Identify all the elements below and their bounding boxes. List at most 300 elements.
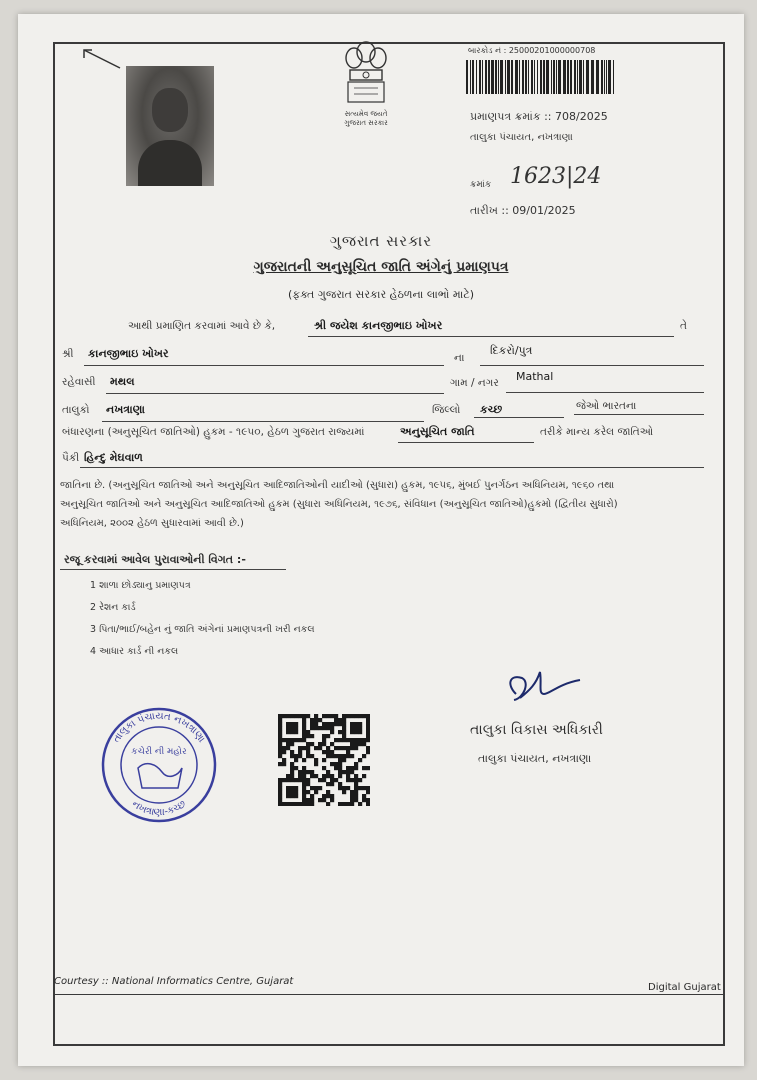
qr-module [326, 746, 330, 750]
qr-module [354, 790, 358, 794]
qr-module [354, 714, 358, 718]
qr-module [294, 778, 298, 782]
qr-module [282, 762, 286, 766]
underline [80, 467, 704, 468]
qr-module [354, 762, 358, 766]
certificate-subtitle: (ફક્ત ગુજરાત સરકાર હેઠળના લાભો માટે) [287, 288, 475, 301]
qr-module [302, 778, 306, 782]
barcode-bar [604, 60, 605, 94]
qr-module [342, 746, 346, 750]
barcode-bar [558, 60, 561, 94]
qr-module [290, 786, 294, 790]
qr-module [366, 746, 370, 750]
qr-module [350, 778, 354, 782]
qr-module [334, 766, 338, 770]
qr-module [290, 714, 294, 718]
qr-module [342, 786, 346, 790]
qr-module [338, 774, 342, 778]
seal-center-text: કચેરી ની મહોર [131, 747, 187, 757]
qr-module [326, 750, 330, 754]
qr-module [354, 746, 358, 750]
barcode-bar [567, 60, 569, 94]
qr-module [366, 722, 370, 726]
barcode-bar [537, 60, 538, 94]
qr-module [366, 766, 370, 770]
qr-module [366, 786, 370, 790]
qr-module [330, 750, 334, 754]
qr-module [322, 722, 326, 726]
arrow-mark-icon [78, 46, 128, 76]
qr-module [362, 714, 366, 718]
qr-module [290, 754, 294, 758]
register-label: ક્રમાંક [470, 180, 492, 190]
qr-module [302, 794, 306, 798]
qr-module [286, 774, 290, 778]
qr-module [354, 786, 358, 790]
qr-module [298, 778, 302, 782]
signature-mark [496, 654, 586, 714]
qr-module [302, 718, 306, 722]
signatory-title: તાલુકા વિકાસ અધિકારી [470, 722, 603, 738]
qr-module [306, 778, 310, 782]
qr-module [354, 722, 358, 726]
qr-module [322, 798, 326, 802]
qr-module [334, 762, 338, 766]
barcode-bar [491, 60, 494, 94]
evidence-item: 3 પિતા/ભાઈ/બહેન નું જાતિ અંગેનાં પ્રમાણપત્રની ખરી નકલ [90, 624, 315, 635]
qr-module [322, 726, 326, 730]
barcode-bar [511, 60, 513, 94]
qr-module [278, 742, 282, 746]
qr-module [354, 726, 358, 730]
qr-module [282, 750, 286, 754]
qr-module [282, 738, 286, 742]
barcode-bar [507, 60, 510, 94]
qr-module [342, 734, 346, 738]
qr-module [326, 782, 330, 786]
qr-module [298, 774, 302, 778]
qr-module [278, 778, 282, 782]
qr-module [310, 802, 314, 806]
qr-module [330, 730, 334, 734]
barcode-bar [534, 60, 535, 94]
govt-title: ગુજરાત સરકાર [329, 232, 433, 250]
qr-module [350, 726, 354, 730]
qr-module [338, 782, 342, 786]
issue-date: તારીખ :: 09/01/2025 [470, 204, 576, 217]
qr-module [294, 754, 298, 758]
qr-module [302, 802, 306, 806]
qr-module [290, 742, 294, 746]
qr-module [294, 714, 298, 718]
barcode-bar [476, 60, 477, 94]
underline [506, 392, 704, 393]
photo-face [152, 88, 188, 132]
qr-module [334, 722, 338, 726]
barcode-bar [579, 60, 582, 94]
qr-module [346, 774, 350, 778]
qr-module [350, 802, 354, 806]
qr-module [298, 738, 302, 742]
qr-module [334, 746, 338, 750]
qr-module [322, 758, 326, 762]
qr-module [330, 782, 334, 786]
underline [308, 336, 674, 337]
qr-module [366, 730, 370, 734]
qr-module [294, 758, 298, 762]
qr-module [306, 782, 310, 786]
qr-module [290, 770, 294, 774]
qr-module [302, 786, 306, 790]
qr-module [354, 798, 358, 802]
barcode-bar [528, 60, 529, 94]
qr-module [338, 718, 342, 722]
qr-module [358, 730, 362, 734]
qr-module [282, 802, 286, 806]
qr-module [278, 802, 282, 806]
qr-module [338, 802, 342, 806]
qr-module [286, 742, 290, 746]
qr-module [306, 734, 310, 738]
qr-module [278, 782, 282, 786]
qr-module [366, 726, 370, 730]
qr-module [346, 738, 350, 742]
qr-module [342, 714, 346, 718]
state-emblem-icon [336, 38, 396, 108]
qr-module [298, 714, 302, 718]
qr-module [338, 786, 342, 790]
qr-module [326, 802, 330, 806]
qr-module [302, 798, 306, 802]
qr-module [294, 794, 298, 798]
qr-module [310, 774, 314, 778]
qr-module [290, 722, 294, 726]
qr-module [306, 770, 310, 774]
certificate-number: પ્રમાણપત્ર ક્રમાંક :: 708/2025 [470, 110, 608, 123]
qr-module [310, 742, 314, 746]
barcode-bar [553, 60, 555, 94]
qr-module [306, 798, 310, 802]
qr-module [290, 774, 294, 778]
qr-module [366, 714, 370, 718]
qr-module [334, 714, 338, 718]
qr-module [358, 722, 362, 726]
barcode-bar [470, 60, 471, 94]
qr-module [342, 790, 346, 794]
qr-module [326, 722, 330, 726]
qr-module [366, 802, 370, 806]
underline [84, 365, 444, 366]
qr-module [302, 770, 306, 774]
qr-module [282, 746, 286, 750]
qr-code [278, 714, 370, 806]
qr-module [278, 794, 282, 798]
barcode-bar [608, 60, 611, 94]
underline [106, 393, 444, 394]
qr-module [306, 730, 310, 734]
intro-text: આથી પ્રમાણિત કરવામાં આવે છે કે, [128, 320, 276, 332]
qr-module [290, 778, 294, 782]
district-value: કચ્છ [480, 403, 503, 416]
qr-module [286, 786, 290, 790]
qr-module [286, 790, 290, 794]
qr-module [354, 782, 358, 786]
underline [398, 442, 534, 443]
qr-module [326, 726, 330, 730]
qr-module [350, 754, 354, 758]
qr-module [314, 762, 318, 766]
qr-module [278, 754, 282, 758]
qr-module [290, 750, 294, 754]
qr-module [318, 746, 322, 750]
qr-module [322, 742, 326, 746]
footer-divider [53, 994, 723, 995]
barcode-bar [574, 60, 576, 94]
qr-module [278, 730, 282, 734]
barcode-bar [613, 60, 614, 94]
qr-module [322, 714, 326, 718]
svg-text:તાલુકા પંચાયત નખત્રાણા [111, 711, 207, 745]
barcode-bar [531, 60, 533, 94]
qr-module [310, 794, 314, 798]
qr-module [286, 794, 290, 798]
qr-module [290, 726, 294, 730]
qr-module [350, 730, 354, 734]
qr-module [358, 738, 362, 742]
qr-module [302, 726, 306, 730]
qr-module [290, 762, 294, 766]
evidence-item: 2 રેશન કાર્ડ [90, 602, 136, 613]
qr-module [338, 730, 342, 734]
barcode-number: બારકોડ નં : 25000201000000708 [468, 46, 596, 55]
qr-module [282, 778, 286, 782]
qr-module [350, 766, 354, 770]
qr-module [286, 738, 290, 742]
qr-module [306, 790, 310, 794]
qr-module [362, 738, 366, 742]
qr-module [318, 778, 322, 782]
qr-module [290, 766, 294, 770]
qr-module [354, 730, 358, 734]
qr-module [334, 778, 338, 782]
qr-module [362, 798, 366, 802]
evidence-item: 4 આધાર કાર્ડ ની નકલ [90, 646, 179, 657]
qr-module [322, 734, 326, 738]
qr-module [338, 754, 342, 758]
qr-module [298, 770, 302, 774]
qr-module [350, 798, 354, 802]
barcode-bar [479, 60, 481, 94]
qr-module [286, 746, 290, 750]
qr-module [338, 746, 342, 750]
barcode-bar [472, 60, 474, 94]
barcode-bar [543, 60, 545, 94]
qr-module [294, 802, 298, 806]
qr-module [342, 758, 346, 762]
qr-module [278, 750, 282, 754]
barcode-bar [546, 60, 549, 94]
qr-module [330, 794, 334, 798]
paragraph-line: જાતિના છે. (અનુસૂચિત જાતિઓ અને અનુસૂચિત આદિજાતિઓની યાદીઓ (સુધારા) હુકમ, ૧૯૫૬, મુંબઈ પુનર્ગઠન અધિનિયમ, ૧૯૬૦ તથા [60, 480, 615, 491]
qr-module [290, 802, 294, 806]
qr-module [330, 726, 334, 730]
qr-module [302, 722, 306, 726]
qr-module [322, 750, 326, 754]
qr-module [358, 786, 362, 790]
qr-module [366, 798, 370, 802]
qr-module [342, 802, 346, 806]
barcode-bar [485, 60, 487, 94]
qr-module [314, 786, 318, 790]
qr-module [366, 750, 370, 754]
qr-module [338, 770, 342, 774]
qr-module [366, 790, 370, 794]
qr-module [306, 802, 310, 806]
qr-module [346, 766, 350, 770]
qr-module [346, 778, 350, 782]
qr-module [342, 754, 346, 758]
qr-module [310, 718, 314, 722]
qr-module [306, 750, 310, 754]
qr-module [330, 742, 334, 746]
qr-module [290, 794, 294, 798]
qr-module [314, 714, 318, 718]
qr-module [330, 778, 334, 782]
qr-module [358, 714, 362, 718]
underline [60, 569, 286, 570]
caste-category: અનુસૂચિત જાતિ [400, 425, 475, 438]
qr-module [286, 778, 290, 782]
seal-bottom-text: નખત્રાણા-કચ્છ [129, 798, 189, 819]
qr-module [294, 738, 298, 742]
qr-module [306, 714, 310, 718]
qr-module [338, 766, 342, 770]
qr-module [334, 738, 338, 742]
seal-top-text: તાલુકા પંચાયત નખત્રાણા [111, 710, 207, 745]
india-text: જેઓ ભારતના [576, 400, 637, 412]
qr-module [338, 758, 342, 762]
qr-module [342, 770, 346, 774]
qr-module [350, 738, 354, 742]
qr-module [350, 770, 354, 774]
register-number: 1623|24 [510, 164, 602, 189]
barcode-bar [519, 60, 520, 94]
qr-module [362, 786, 366, 790]
barcode-bar [500, 60, 503, 94]
underline [474, 417, 564, 418]
qr-module [334, 718, 338, 722]
qr-module [322, 794, 326, 798]
qr-module [342, 730, 346, 734]
qr-module [342, 738, 346, 742]
qr-module [278, 726, 282, 730]
barcode-bar [525, 60, 527, 94]
qr-module [298, 746, 302, 750]
applicant-name: શ્રી જયેશ કાનજીભાઇ ખોખર [314, 319, 443, 332]
qr-module [314, 758, 318, 762]
qr-module [346, 754, 350, 758]
qr-module [286, 722, 290, 726]
qr-module [330, 798, 334, 802]
qr-module [278, 718, 282, 722]
certificate-border [53, 42, 725, 1046]
barcode-bar [522, 60, 524, 94]
qr-module [310, 722, 314, 726]
qr-module [306, 742, 310, 746]
signatory-office: તાલુકા પંચાયત, નખત્રાણા [478, 752, 592, 765]
qr-module [310, 734, 314, 738]
qr-module [326, 754, 330, 758]
qr-module [342, 722, 346, 726]
qr-module [310, 754, 314, 758]
na-text: ના [454, 352, 465, 364]
courtesy-text: Courtesy :: National Informatics Centre, Gujarat [54, 976, 294, 987]
qr-module [346, 802, 350, 806]
qr-module [350, 794, 354, 798]
qr-module [314, 726, 318, 730]
emblem-govt: ગુજરાત સરકાર [344, 119, 388, 127]
qr-module [302, 746, 306, 750]
qr-module [362, 766, 366, 770]
qr-module [290, 738, 294, 742]
paragraph-line: અધિનિયમ, ૨૦૦૨ હેઠળ સુધારવામાં આવી છે.) [60, 518, 244, 529]
barcode-bar [591, 60, 594, 94]
barcode-bar [556, 60, 557, 94]
qr-module [338, 738, 342, 742]
barcode-bar [586, 60, 589, 94]
barcode [466, 60, 616, 94]
underline [574, 414, 704, 415]
qr-module [330, 774, 334, 778]
qr-module [286, 714, 290, 718]
qr-module [318, 718, 322, 722]
qr-module [310, 770, 314, 774]
qr-module [322, 766, 326, 770]
village-value: Mathal [516, 370, 554, 383]
qr-module [350, 722, 354, 726]
svg-text:નખત્રાણા-કચ્છ [130, 799, 189, 818]
qr-module [358, 758, 362, 762]
emblem-caption [314, 110, 418, 128]
qr-module [366, 734, 370, 738]
qr-module [354, 766, 358, 770]
qr-module [326, 790, 330, 794]
qr-module [310, 726, 314, 730]
qr-module [310, 786, 314, 790]
qr-module [366, 718, 370, 722]
qr-module [298, 750, 302, 754]
qr-module [346, 746, 350, 750]
qr-module [366, 738, 370, 742]
qr-module [314, 746, 318, 750]
qr-module [286, 726, 290, 730]
qr-module [354, 778, 358, 782]
relation: દિકરો/પુત્ર [490, 344, 533, 357]
qr-module [350, 790, 354, 794]
qr-module [326, 714, 330, 718]
qr-module [298, 754, 302, 758]
qr-module [358, 802, 362, 806]
qr-module [302, 714, 306, 718]
qr-module [318, 742, 322, 746]
barcode-bar [466, 60, 468, 94]
qr-module [318, 726, 322, 730]
barcode-bar [515, 60, 518, 94]
digital-gujarat-text: Digital Gujarat [648, 982, 721, 993]
qr-module [362, 774, 366, 778]
qr-module [358, 726, 362, 730]
barcode-bar [570, 60, 572, 94]
